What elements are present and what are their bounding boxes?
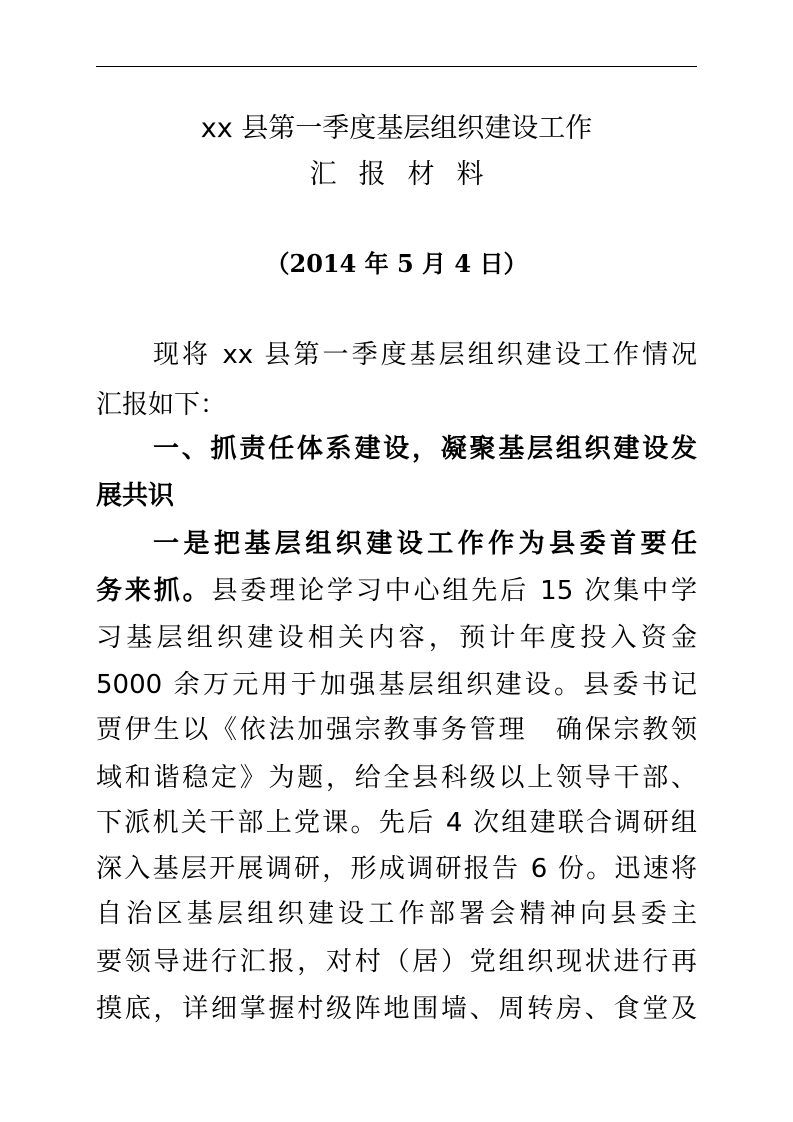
document-subtitle: 汇报材料 xyxy=(309,159,506,190)
body-line: 现将 xx 县第一季度基层组织建设工作情况 xyxy=(153,340,697,370)
body-line: 习基层组织建设相关内容，预计年度投入资金 xyxy=(96,623,697,653)
body-line: 汇报如下： xyxy=(96,390,227,420)
section-heading: 展共识 xyxy=(96,481,175,511)
body-line: 域和谐稳定》为题，给全县科级以上领导干部、 xyxy=(96,763,697,793)
body-line xyxy=(96,574,697,608)
body-line: 要领导进行汇报，对村（居）党组织现状进行再 xyxy=(96,947,697,977)
body-line: 深入基层开展调研，形成调研报告 6 份。迅速将 xyxy=(96,854,697,884)
body-text: 县委理论学习中心组先后 15 次集中学 xyxy=(211,576,697,606)
subheading-end: 务来抓。 xyxy=(96,576,212,606)
header-rule xyxy=(96,66,697,67)
document-date: （2014 年 5 月 4 日） xyxy=(265,249,528,278)
body-line: 摸底，详细掌握村级阵地围墙、周转房、食堂及 xyxy=(96,994,697,1024)
body-line: 5000 余万元用于加强基层组织建设。县委书记 xyxy=(96,670,697,700)
subheading: 一是把基层组织建设工作作为县委首要任 xyxy=(153,529,697,559)
section-heading: 一、抓责任体系建设，凝聚基层组织建设发 xyxy=(153,434,697,464)
document-title: xx 县第一季度基层组织建设工作 xyxy=(200,113,593,144)
body-line: 下派机关干部上党课。先后 4 次组建联合调研组 xyxy=(96,808,697,838)
body-line: 自治区基层组织建设工作部署会精神向县委主 xyxy=(96,899,697,929)
body-line: 贾伊生以《依法加强宗教事务管理 确保宗教领 xyxy=(96,715,697,745)
